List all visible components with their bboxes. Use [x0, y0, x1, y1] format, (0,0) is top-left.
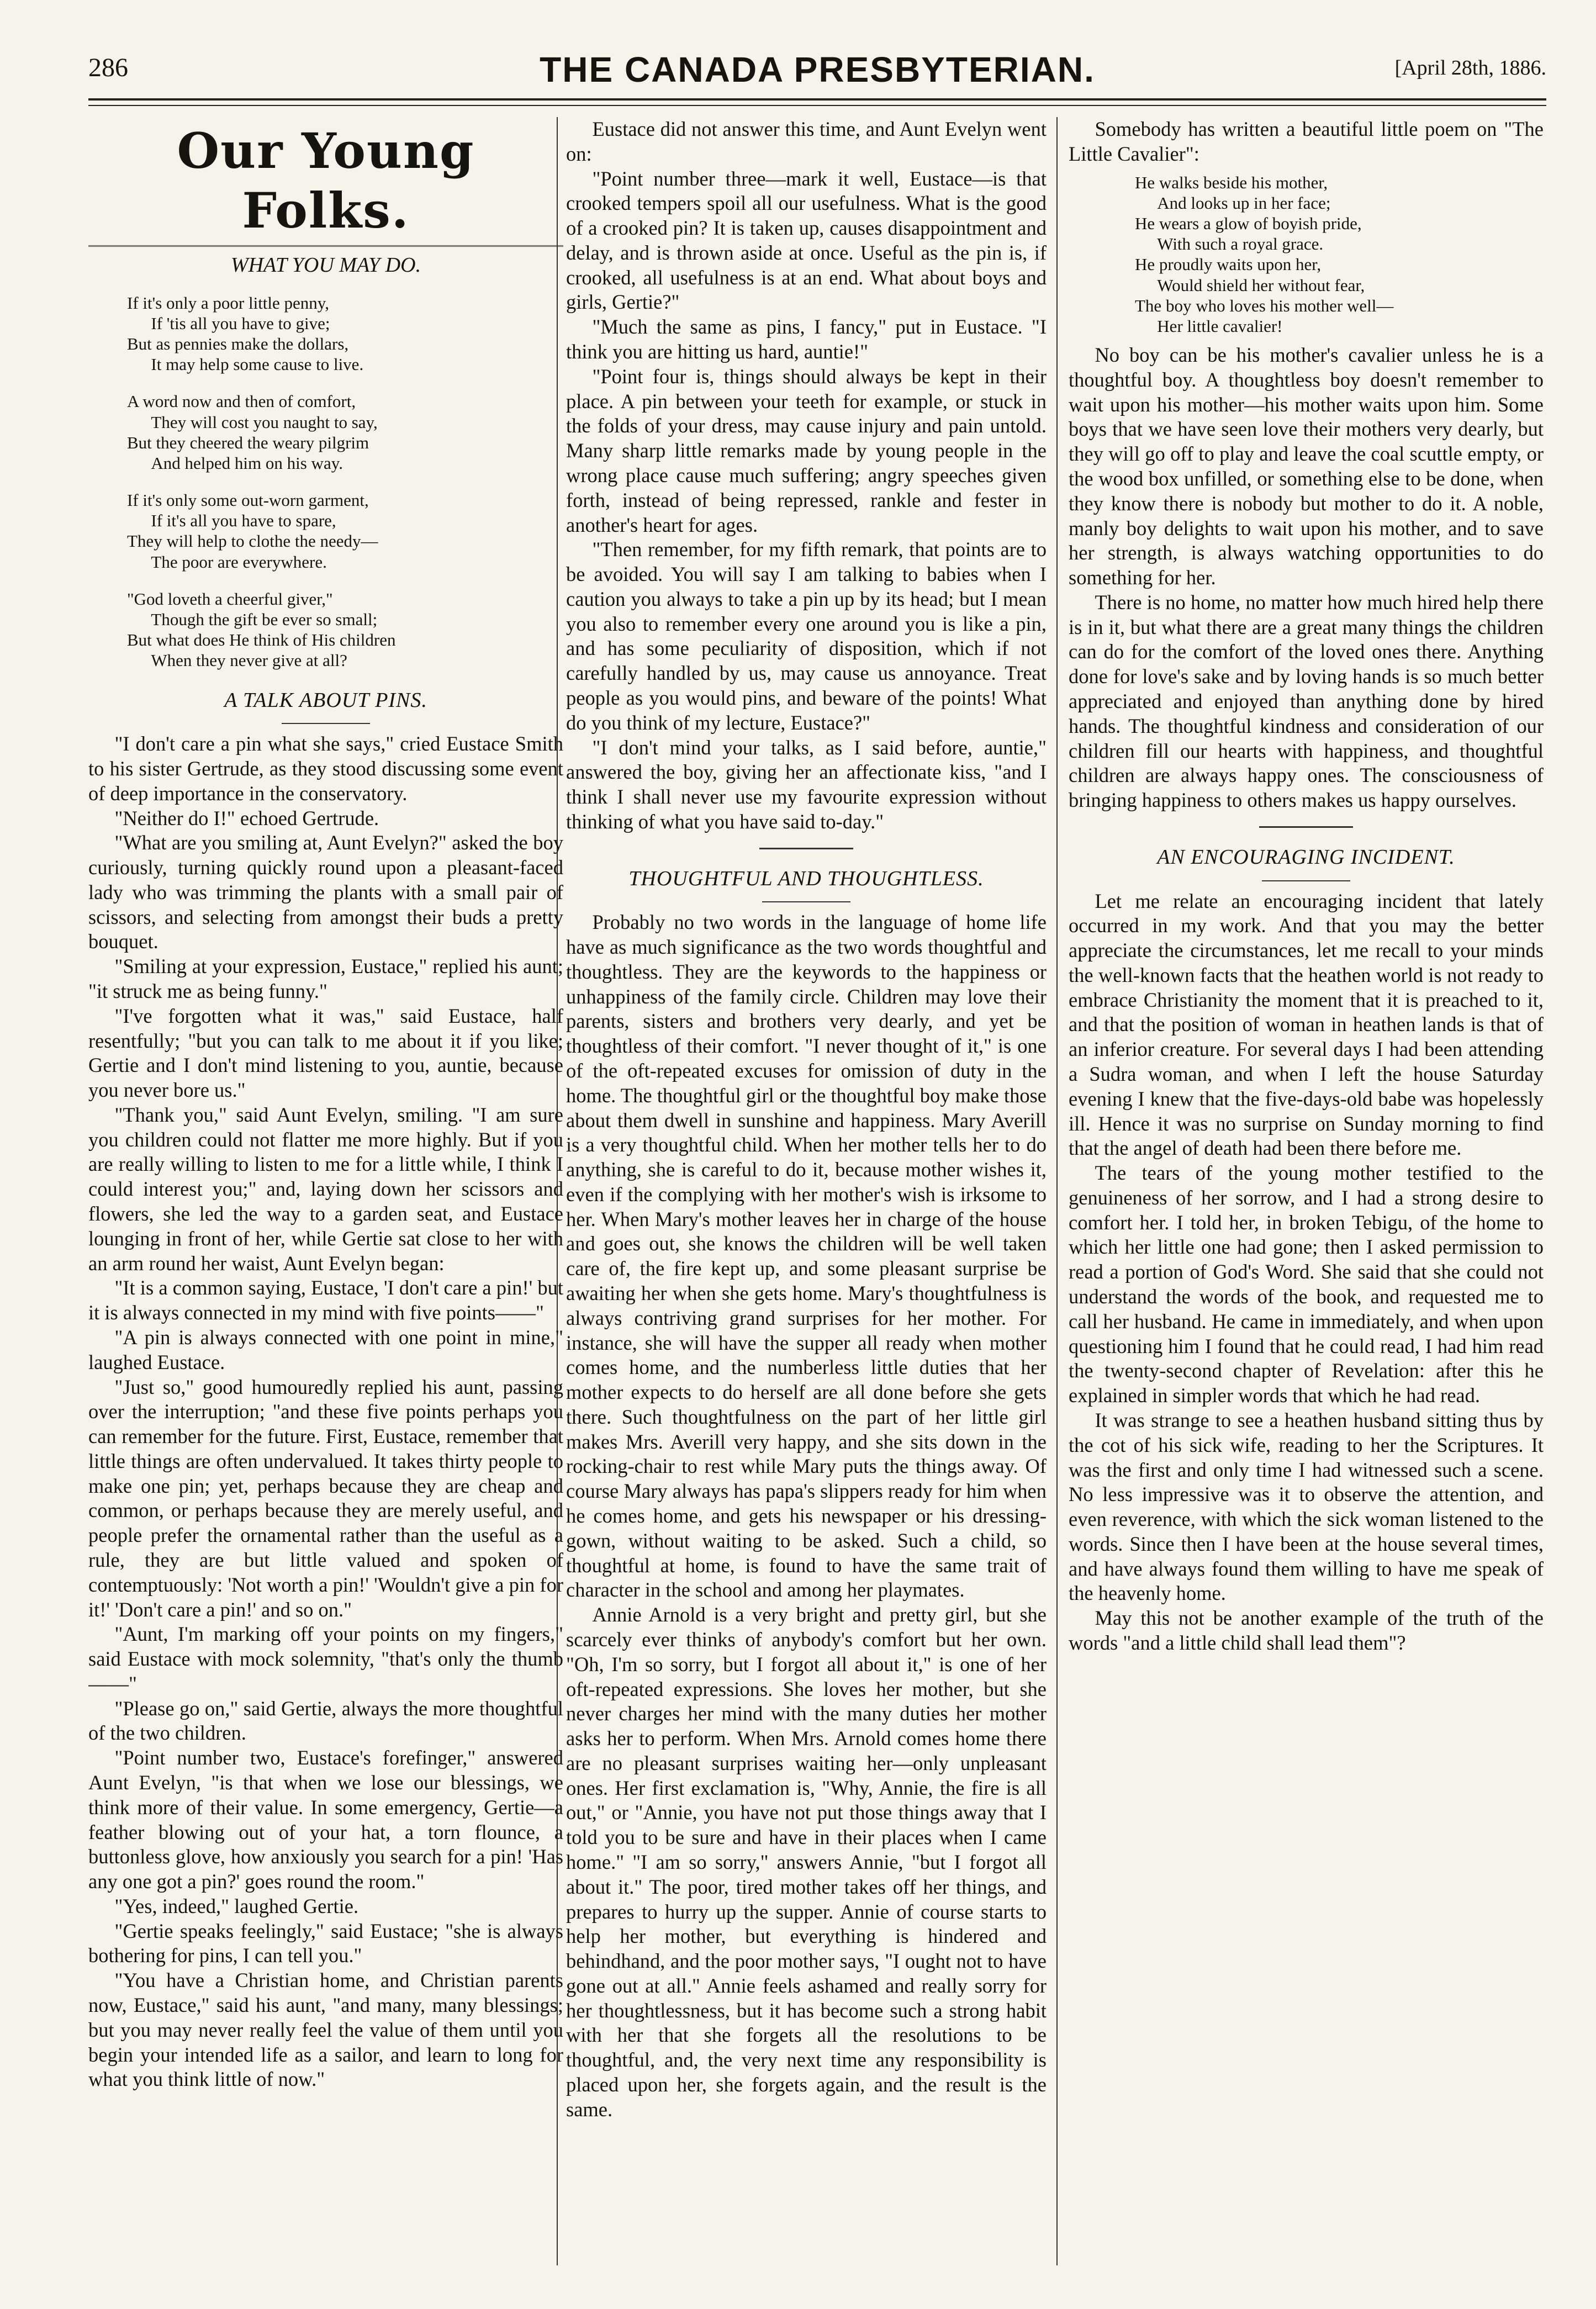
poem-line: But they cheered the weary pilgrim [127, 432, 369, 452]
article-paragraph: Let me relate an encouraging incident that lately occurred in my work. And that you may the better appreciate the circumstances, let me recall to your minds the well-known facts that the heathen world is not ready to embrace Christianity the moment that it is preached to it, and that the position of woman in heathen lands is that of an inferior creature. For several days I had been attending a Sudra woman, and when I left the house Saturday evening I knew that the five-days-old babe was hopelessly ill. Hence it was no surprise on Sunday morning to find that the angel of death had been there before me. [1069, 889, 1544, 1160]
poem-line: And helped him on his way. [151, 453, 343, 473]
article-paragraph: "Point four is, things should always be kept in their place. A pin between your teeth for example, or stuck in the folds of your dress, may cause injury and pain untold. Many sharp little remarks made by young people in the wrong place cause much suffering; angry speeches given forth, instead of being repressed, rankle and fester in another's heart for ages. [566, 364, 1047, 536]
poem-line: The boy who loves his mother well— [1135, 295, 1394, 315]
poem-line: With such a royal grace. [1157, 234, 1324, 254]
column-divider [1056, 117, 1058, 2265]
article-paragraph: "Gertie speaks feelingly," said Eustace; "she is always bothering for pins, I can tell you." [88, 1919, 563, 1967]
section-masthead: Our Young Folks. [88, 121, 563, 247]
article-paragraph: "Then remember, for my fifth remark, that points are to be avoided. You will say I am talking to babies when I caution you always to take a pin up by its head; but I mean you also to remember every one around you is like a pin, and has some peculiarity of disposition, which if not carefully handled by us, may cause us annoyance. Treat people as you would pins, and beware of the points! What do you think of my lecture, Eustace?" [566, 538, 1047, 734]
column-1 [88, 117, 563, 2287]
poem-line: But as pennies make the dollars, [127, 334, 349, 353]
article-paragraph: "You have a Christian home, and Christian parents now, Eustace," said his aunt, "and many, many blessings; but you may never really feel the value of them until you begin your intended life as a sailor, and learn to long for what you think little of now." [88, 1969, 563, 2091]
poem-line: But what does He think of His children [127, 630, 396, 650]
header-rule [88, 98, 1546, 101]
poem-line: Though the gift be ever so small; [151, 610, 378, 629]
article-paragraph: "I've forgotten what it was," said Eustace, half resentfully; "but you can talk to me about it if you like; Gertie and I don't mind listening to you, auntie, because you never bore us." [88, 1004, 563, 1102]
article-paragraph: "Thank you," said Aunt Evelyn, smiling. "I am sure you children could not flatter me more highly. But if you are really willing to listen to me for a little while, I think I could interest you;" and, laying down her scissors and flowers, she led the way to a garden seat, and Eustace lounging in front of her, while Gertie sat close to her with an arm round her waist, Aunt Evelyn began: [88, 1103, 563, 1275]
article-paragraph: "Neither do I!" echoed Gertrude. [114, 806, 379, 829]
poem-line: They will cost you naught to say, [151, 412, 378, 432]
poem [1135, 172, 1544, 337]
poem-line: He wears a glow of boyish pride, [1135, 213, 1362, 233]
article-paragraph: "What are you smiling at, Aunt Evelyn?" asked the boy curiously, turning quickly round upon a pleasant-faced lady who was trimming the plants with a small pair of scissors, and selecting from amongst their buds a pretty bouquet. [88, 831, 563, 953]
poem-line: And looks up in her face; [1157, 193, 1331, 213]
poem-line: Would shield her without fear, [1157, 275, 1365, 295]
article-paragraph: "I don't mind your talks, as I said before, auntie," answered the boy, giving her an affectionate kiss, "and I think I shall never use my favourite expression without thinking of what you have said to-day." [566, 736, 1047, 833]
poem-line: It may help some cause to live. [151, 355, 364, 374]
poem-line: When they never give at all? [151, 651, 347, 670]
article-title: AN ENCOURAGING INCIDENT. [1069, 844, 1544, 881]
poem-line: If it's only a poor little penny, [127, 293, 330, 313]
article-paragraph: No boy can be his mother's cavalier unless he is a thoughtful boy. A thoughtless boy doesn't remember to wait upon his mother—his mother waits upon him. Some boys that we have seen love their mothers very dearly, but they will go off to play and leave the coal scuttle empty, or the wood box unfilled, or something else to be done, when they know there is nobody but mother to do it. A noble, manly boy delights to wait upon his mother, and to save her strength, is always watching opportunities to do something for her. [1069, 344, 1544, 589]
column-3 [1069, 117, 1544, 2287]
header-rule-thin [88, 105, 1546, 106]
article-paragraph: Eustace did not answer this time, and Aunt Evelyn went on: [566, 118, 1047, 165]
poem-line: "God loveth a cheerful giver," [127, 589, 333, 609]
poem-line: He walks beside his mother, [1135, 172, 1328, 192]
article-paragraph: "Much the same as pins, I fancy," put in Eustace. "I think you are hitting us hard, auntie!" [566, 315, 1047, 363]
article-paragraph: Probably no two words in the language of home life have as much significance as the two words thoughtful and thoughtless. They are the keywords to the happiness or unhappiness of the family circle. Children may love their parents, sisters and brothers very dearly, and yet be thoughtless of their comfort. "I never thought of it," is one of the oft-repeated excuses for omission of duty in the home. The thoughtful girl or the thoughtful boy make those about them dwell in sunshine and happiness. Mary Averill is a very thoughtful child. When her mother tells her to do anything, she is careful to do it, because mother wishes it, even if the complying with her mother's wish is irksome to her. When Mary's mother leaves her in charge of the house and goes out, she knows the children will be well taken care of, the fire kept up, and some pleasant surprise be awaiting her when she gets home. Mary's thoughtfulness is always contriving grand surprises for her mother. For instance, she will have the supper all ready when mother comes home, and the numberless little duties that her mother expects to do herself are all done before she gets there. Such thoughtfulness on the part of her little girl makes Mrs. Averill very happy, and she sits down in the rocking-chair to rest while Mary puts the things away. Of course Mary always has papa's slippers ready for him when he comes home, and gets his newspaper or his dressing-gown, without waiting to be asked. Such a child, so thoughtful at home, is found to have the same trait of character in the school and among her playmates. [566, 911, 1047, 1602]
article-paragraph: "It is a common saying, Eustace, 'I don't care a pin!' but it is always connected in my mind with five points——" [88, 1276, 563, 1324]
issue-date: [April 28th, 1886. [1394, 56, 1546, 80]
article-title: THOUGHTFUL AND THOUGHTLESS. [566, 866, 1047, 903]
article-paragraph: Somebody has written a beautiful little poem on "The Little Cavalier": [1069, 118, 1544, 165]
article-paragraph: "A pin is always connected with one point in mine," laughed Eustace. [88, 1325, 563, 1373]
page-header [88, 52, 1546, 97]
article-paragraph: The tears of the young mother testified to the genuineness of her sorrow, and I had a strong desire to comfort her. I told her, in broken Tebigu, of the home to which her little one had gone; then I asked permission to read a portion of God's Word. She said that she could not understand the words of the book, and requested me to call her husband. He came in immediately, and when upon questioning him I found that he could read, I had him read the twenty-second chapter of Revelation: after this he explained in simpler words that which he had read. [1069, 1161, 1544, 1407]
poem-line: A word now and then of comfort, [127, 392, 356, 411]
article-paragraph: "Yes, indeed," laughed Gertie. [114, 1894, 359, 1917]
poem-line: The poor are everywhere. [151, 552, 327, 572]
newspaper-title: THE CANADA PRESBYTERIAN. [540, 50, 1095, 89]
poem-line: They will help to clothe the needy— [127, 531, 378, 551]
article-paragraph: It was strange to see a heathen husband sitting thus by the cot of his sick wife, reading to her the Scriptures. It was the first and only time I had witnessed such a scene. No less impressive was it to observe the attention, and even reverence, with which the sick woman listened to the words. Since then I have been at the house several times, and have always found them willing to have me speak of the heavenly home. [1069, 1408, 1544, 1605]
article-divider [759, 848, 853, 849]
article-paragraph: "I don't care a pin what she says," cried Eustace Smith to his sister Gertrude, as they stood discussing some event of deep importance in the conservatory. [88, 732, 563, 805]
poem-line: If 'tis all you have to give; [151, 313, 330, 333]
poem-title: WHAT YOU MAY DO. [230, 253, 421, 277]
article-paragraph: "Smiling at your expression, Eustace," replied his aunt; "it struck me as being funny." [88, 955, 563, 1002]
poem [127, 293, 563, 671]
article-paragraph: "Aunt, I'm marking off your points on my fingers," said Eustace with mock solemnity, "that's only the thumb——" [88, 1623, 563, 1695]
article-paragraph: Annie Arnold is a very bright and pretty girl, but she scarcely ever thinks of anybody's comfort but her own. "Oh, I'm so sorry, but I forgot all about it," is one of her oft-repeated expressions. She loves her mother, but she never charges her mind with the many duties her mother asks her to perform. When Mrs. Arnold comes home there are no pleasant surprises waiting her—only unpleasant ones. Her first exclamation is, "Why, Annie, the fire is all out," or "Annie, you have not put those things away that I told you to be sure and have in their places when I came home." "I am so sorry," answers Annie, "but I forgot all about it." The poor, tired mother takes off her things, and prepares to hurry up the supper. Annie of course starts to help her mother, but everything is hindered and behindhand, and the poor mother says, "I ought not to have gone out at all." Annie feels ashamed and really sorry for her thoughtlessness, but it has become such a strong habit with her that she forgets all the resolutions to be thoughtful, and, the very next time any responsibility is placed upon her, she forgets again, and the result is the same. [566, 1603, 1047, 2121]
poem-stanza [127, 391, 563, 473]
page-number: 286 [88, 53, 128, 82]
article-paragraph: May this not be another example of the truth of the words "and a little child shall lead them"? [1069, 1607, 1544, 1654]
article-paragraph: There is no home, no matter how much hired help there is in it, but what there are a great many things the children can do for the comfort of the loved ones there. Anything done for love's sake and by loving hands is so much better appreciated and enjoyed than anything done by hired hands. The thoughtful kindness and consideration of our children fill our hearts with happiness, and thoughtful children are always happy ones. The consciousness of bringing happiness to others makes us happy ourselves. [1069, 590, 1544, 812]
article-paragraph: "Just so," good humouredly replied his aunt, passing over the interruption; "and these five points perhaps you can remember for the future. First, Eustace, remember that little things are often undervalued. It takes thirty people to make one pin; yet, perhaps because they are cheap and common, or perhaps because they are merely useful, and people prefer the ornamental rather than the useful as a rule, they are but little valued and spoken of contemptuously: 'Not worth a pin!' 'Wouldn't give a pin for it!' 'Don't care a pin!' and so on." [88, 1375, 563, 1621]
poem-stanza [127, 490, 563, 572]
article-title: A TALK ABOUT PINS. [88, 688, 563, 725]
poem-line: He proudly waits upon her, [1135, 255, 1322, 274]
poem-line: If it's only some out-worn garment, [127, 490, 369, 510]
poem-stanza [127, 589, 563, 671]
article-paragraph: "Please go on," said Gertie, always the more thoughtful of the two children. [88, 1697, 563, 1745]
column-2 [566, 117, 1047, 2287]
poem-line: Her little cavalier! [1157, 316, 1283, 336]
article-paragraph: "Point number two, Eustace's forefinger," answered Aunt Evelyn, "is that when we lose our blessings, we think more of their value. In some emergency, Gertie—a feather blowing out of your hat, a torn flounce, a buttonless glove, how anxiously you search for a pin! 'Has any one got a pin?' goes round the room." [88, 1746, 563, 1893]
poem-line: If it's all you have to spare, [151, 511, 336, 531]
poem-stanza [127, 293, 563, 375]
article-paragraph: "Point number three—mark it well, Eustace—is that crooked tempers spoil all our usefulness. What is the good of a crooked pin? It is taken up, causes disappointment and delay, and is thrown aside at once. Useful as the pin is, if crooked, all usefulness is at an end. What about boys and girls, Gertie?" [566, 167, 1047, 314]
article-divider [1259, 826, 1353, 828]
